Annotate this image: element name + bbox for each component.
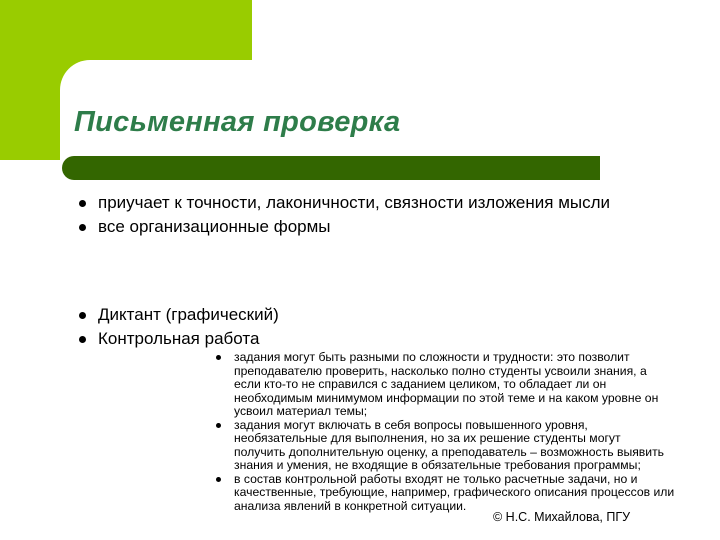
bullet-dot-icon	[79, 312, 86, 319]
bullet-dot-icon	[216, 355, 221, 360]
list-item-text: приучает к точности, лаконичности, связности изложения мысли	[98, 193, 611, 212]
bullet-dot-icon	[216, 423, 221, 428]
list-item	[74, 330, 654, 348]
slide-title: Письменная проверка	[74, 106, 401, 138]
sub-list-item	[211, 419, 675, 473]
list-item-text: все организационные формы	[98, 217, 331, 236]
sub-list-item	[211, 473, 675, 514]
sub-list-item-text: задания могут включать в себя вопросы повышенного уровня, необязательные для выполнения, но за их решение студенты могут получить дополнительную оценку, а преподаватель – возможность выявить знания и умения, не входящие в обязательные требования программы;	[234, 417, 665, 472]
bullet-dot-icon	[216, 477, 221, 482]
list-item-text: Контрольная работа	[98, 329, 260, 348]
sub-list-item	[211, 351, 675, 419]
list-item	[74, 218, 654, 236]
bullet-list-secondary	[74, 306, 654, 354]
sub-list-item-text: задания могут быть разными по сложности и трудности: это позволит преподавателю проверить, насколько полно студенты усвоили знания, а если кто-то не справился с заданием целиком, то обладает ли он необходимым минимумом информации по этой теме и на каком уровне он усвоил материал темы;	[234, 350, 659, 418]
title-underline-bar	[62, 156, 600, 180]
bullet-dot-icon	[79, 336, 86, 343]
bullet-dot-icon	[79, 224, 86, 231]
list-item-text: Диктант (графический)	[98, 305, 279, 324]
sub-bullet-list	[211, 351, 675, 513]
bullet-list-primary	[74, 194, 654, 242]
list-item	[74, 194, 654, 212]
sub-list-item-text: в состав контрольной работы входят не только расчетные задачи, но и качественные, требующие, например, графического описания процессов или анализа явлений в конкретной ситуации.	[234, 471, 675, 513]
list-item	[74, 306, 654, 324]
copyright-footer: © Н.С. Михайлова, ПГУ	[493, 510, 631, 524]
bullet-dot-icon	[79, 200, 86, 207]
